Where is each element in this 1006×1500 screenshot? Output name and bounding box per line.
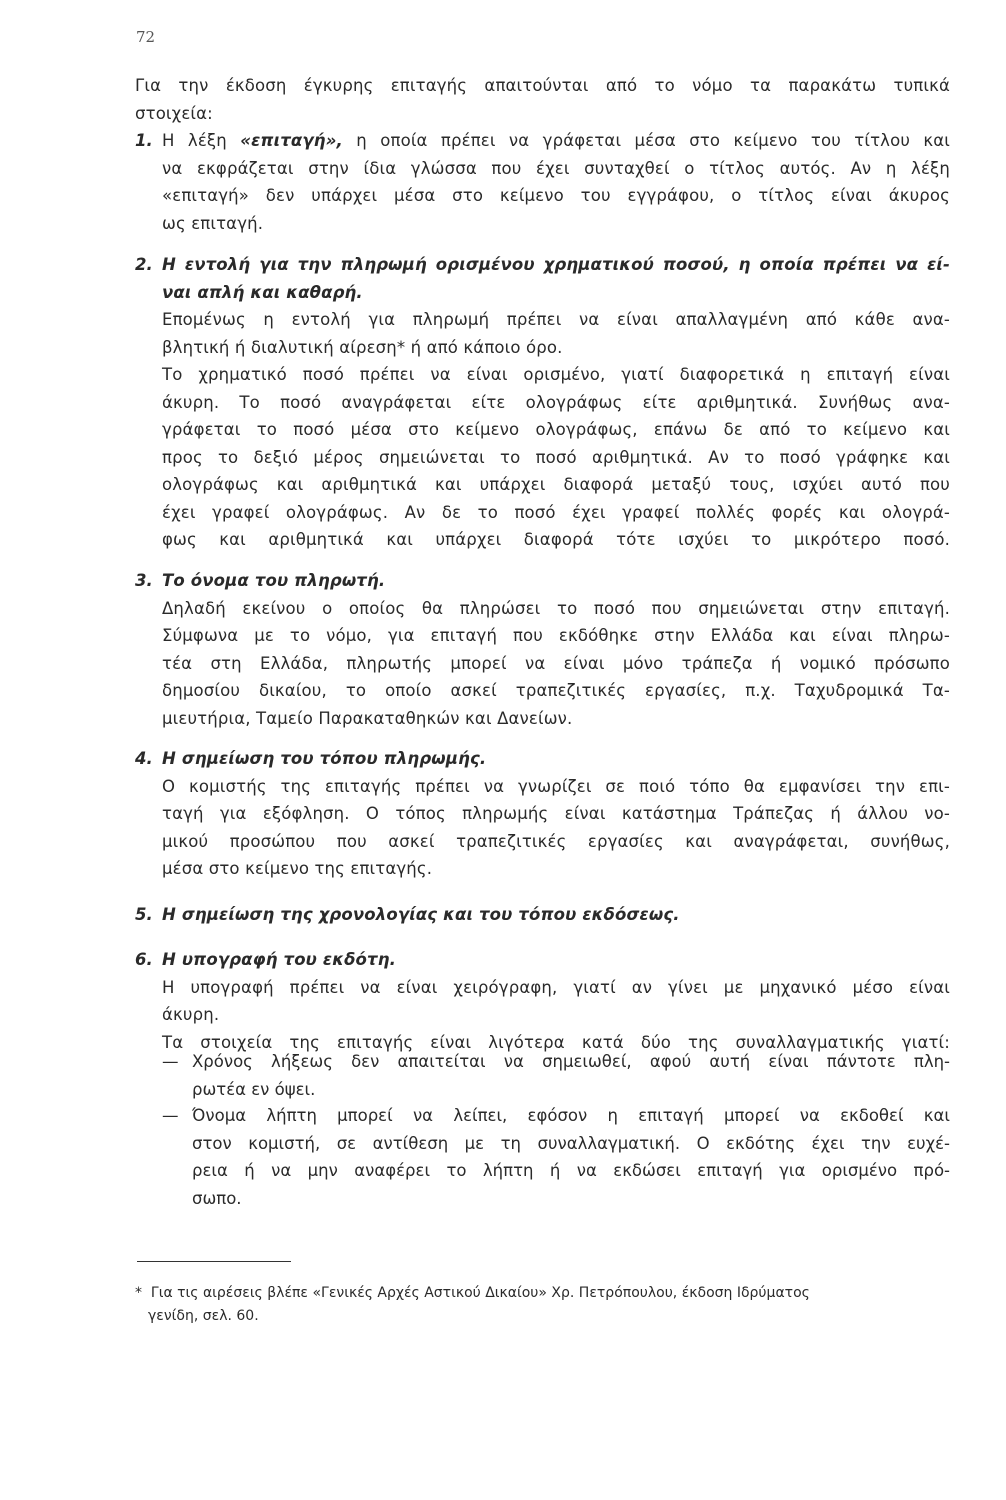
item-2-line: ολογράφως και αριθμητικά και υπάρχει διαφορά μεταξύ τους, ισχύει αυτό που bbox=[162, 475, 950, 494]
dash-item-text bbox=[192, 1048, 950, 1103]
item-3-line: τέα στη Ελλάδα, πληρωτής μπορεί να είναι μόνο τράπεζα ή νομικό πρόσωπο bbox=[162, 653, 950, 673]
item-4-line: μικού προσώπου που ασκεί τραπεζιτικές εργασίες και αναγράφεται, συνήθως, bbox=[162, 831, 950, 851]
item-2-body bbox=[162, 251, 950, 554]
item-2-heading: Η εντολή για την πληρωμή ορισμένου χρηματικού ποσού, η οποία πρέπει να εί- bbox=[162, 255, 950, 274]
dash-item-text bbox=[192, 1102, 950, 1212]
item-2-line: φως και αριθμητικά και υπάρχει διαφορά τότε ισχύει το μικρότερο ποσό. bbox=[162, 530, 950, 549]
item-6-line: άκυρη. bbox=[162, 1005, 220, 1024]
item-3-number: 3. bbox=[135, 571, 153, 590]
item-2-heading: ναι απλή και καθαρή. bbox=[162, 282, 363, 302]
item-4-line: ταγή για εξόφληση. Ο τόπος πληρωμής είναι κατάστημα Τράπεζας ή άλλου νο- bbox=[162, 804, 950, 823]
dash-item-line: ρωτέα εν όψει. bbox=[192, 1079, 316, 1099]
dash-item-line: στον κομιστή, σε αντίθεση με τη συναλλαγματική. Ο εκδότης έχει την ευχέ- bbox=[192, 1133, 950, 1153]
dash-item-line: Χρόνος λήξεως δεν απαιτείται να σημειωθεί, αφού αυτή είναι πάντοτε πλη- bbox=[192, 1052, 950, 1071]
item-3-heading: Το όνομα του πληρωτή. bbox=[162, 571, 386, 590]
item-4-line: Ο κομιστής της επιταγής πρέπει να γνωρίζει σε ποιό τόπο θα εμφανίσει την επι- bbox=[162, 776, 950, 796]
dash-item-line: ρεια ή να μην αναφέρει το λήπτη ή να εκδώσει επιταγή για ορισμένο πρό- bbox=[192, 1161, 950, 1180]
item-5-body bbox=[162, 901, 950, 929]
item-6-number: 6. bbox=[135, 950, 153, 969]
item-6-line: Τα στοιχεία της επιταγής είναι λιγότερα κατά δύο της συναλλαγματικής γιατί: bbox=[162, 1032, 950, 1052]
item-2-line: Το χρηματικό ποσό πρέπει να είναι ορισμένο, γιατί διαφορετικά η επιταγή είναι bbox=[162, 365, 950, 384]
footnote bbox=[135, 1282, 950, 1328]
item-5-number: 5. bbox=[135, 905, 153, 924]
item-5-heading: Η σημείωση της χρονολογίας και του τόπου εκδόσεως. bbox=[162, 905, 680, 924]
footnote-line: γενίδη, σελ. 60. bbox=[148, 1308, 259, 1324]
item-1-suffix: η οποία πρέπει να γράφεται μέσα στο κείμενο του τίτλου και bbox=[342, 131, 950, 150]
item-1-body bbox=[162, 127, 950, 237]
item-1-first-line bbox=[162, 127, 950, 155]
footnote-text: Για τις αιρέσεις βλέπε «Γενικές Αρχές Αστικού Δικαίου» Χρ. Πετρόπουλου, έκδοση Ιδρύματος bbox=[150, 1285, 810, 1301]
item-1-keyword: «επιταγή», bbox=[240, 131, 343, 150]
item-2-line: άκυρη. Το ποσό αναγράφεται είτε ολογράφως είτε αριθμητικά. Συνήθως ανα- bbox=[162, 392, 950, 412]
item-1-line: ως επιταγή. bbox=[162, 213, 264, 233]
item-4-line: μέσα στο κείμενο της επιταγής. bbox=[162, 859, 433, 878]
item-6-heading: Η υπογραφή του εκδότη. bbox=[162, 950, 397, 969]
item-2-line: Επομένως η εντολή για πληρωμή πρέπει να είναι απαλλαγμένη από κάθε ανα- bbox=[162, 310, 950, 329]
page-number: 72 bbox=[136, 28, 156, 46]
item-2-line: έχει γραφεί ολογράφως. Αν δε το ποσό έχει γραφεί πολλές φορές και ολογρά- bbox=[162, 502, 950, 522]
item-3-body bbox=[162, 567, 950, 732]
dash-item-line: Όνομα λήπτη μπορεί να λείπει, εφόσον η επιταγή μπορεί να εκδοθεί και bbox=[192, 1106, 950, 1125]
item-6-body bbox=[162, 946, 950, 1056]
dash-marker: — bbox=[162, 1052, 179, 1071]
item-3-line: Σύμφωνα με το νόμο, για επιταγή που εκδόθηκε στην Ελλάδα και είναι πληρω- bbox=[162, 626, 950, 645]
item-1-line: «επιταγή» δεν υπάρχει μέσα στο κείμενο του εγγράφου, ο τίτλος είναι άκυρος bbox=[162, 186, 950, 205]
intro-paragraph bbox=[135, 72, 950, 127]
item-1-number: 1. bbox=[135, 131, 153, 150]
footnote-line bbox=[135, 1282, 950, 1305]
item-6-line: Η υπογραφή πρέπει να είναι χειρόγραφη, γιατί αν γίνει με μηχανικό μέσο είναι bbox=[162, 977, 950, 997]
dash-marker: — bbox=[162, 1106, 179, 1125]
item-2-line: προς το δεξιό μέρος σημειώνεται το ποσό αριθμητικά. Αν το ποσό γράφηκε και bbox=[162, 447, 950, 467]
footnote-marker: * bbox=[135, 1285, 142, 1301]
item-1-prefix: Η λέξη bbox=[162, 131, 241, 150]
item-2-line: γράφεται το ποσό μέσα στο κείμενο ολογράφως, επάνω δε από το κείμενο και bbox=[162, 420, 950, 439]
item-4-body bbox=[162, 745, 950, 883]
item-2-number: 2. bbox=[135, 255, 153, 274]
item-3-line: μιευτήρια, Ταμείο Παρακαταθηκών και Δανείων. bbox=[162, 708, 573, 728]
item-3-line: δημοσίου δικαίου, το οποίο ασκεί τραπεζιτικές εργασίες, π.χ. Ταχυδρομικά Τα- bbox=[162, 681, 950, 700]
footnote-divider bbox=[137, 1261, 291, 1262]
item-2-line: βλητική ή διαλυτική αίρεση* ή από κάποιο όρο. bbox=[162, 337, 563, 357]
dash-item-line: σωπο. bbox=[192, 1188, 242, 1208]
item-4-heading: Η σημείωση του τόπου πληρωμής. bbox=[162, 749, 487, 768]
item-1-line: να εκφράζεται στην ίδια γλώσσα που έχει συνταχθεί ο τίτλος αυτός. Αν η λέξη bbox=[162, 158, 950, 178]
intro-line: Για την έκδοση έγκυρης επιταγής απαιτούνται από το νόμο τα παρακάτω τυπικά bbox=[135, 76, 950, 95]
intro-line: στοιχεία: bbox=[135, 103, 213, 123]
item-4-number: 4. bbox=[135, 749, 153, 768]
item-3-line: Δηλαδή εκείνου ο οποίος θα πληρώσει το ποσό που σημειώνεται στην επιταγή. bbox=[162, 598, 950, 618]
